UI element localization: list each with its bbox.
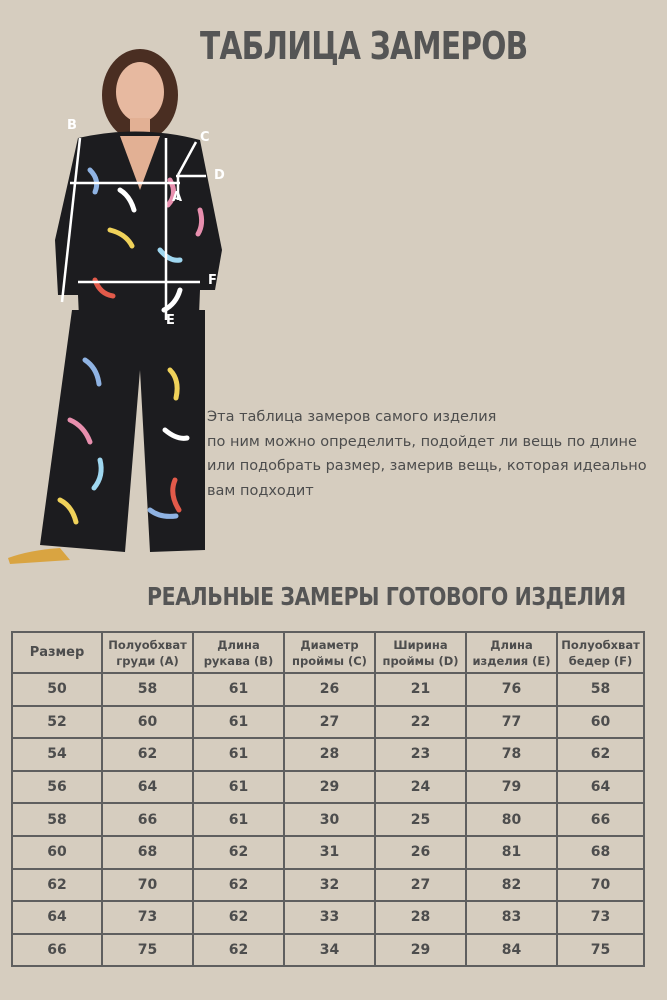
table-cell: 58	[558, 674, 643, 705]
table-cell: 27	[285, 707, 374, 738]
table-cell: 62	[558, 739, 643, 770]
table-row	[13, 870, 643, 901]
table-cell: 62	[13, 870, 101, 901]
table-cell: 82	[467, 870, 556, 901]
measure-label-e: E	[166, 313, 175, 328]
table-cell: 80	[467, 804, 556, 835]
table-cell: 21	[376, 674, 465, 705]
table-cell: 26	[285, 674, 374, 705]
measure-label-b: B	[67, 118, 77, 133]
header-armhole-diameter: Диаметр проймы (C)	[285, 633, 374, 672]
description-line: по ним можно определить, подойдет ли вещь по длине	[207, 433, 637, 450]
table-cell: 32	[285, 870, 374, 901]
model-photo	[0, 40, 240, 570]
description-text	[207, 405, 662, 503]
header-armhole-width: Ширина проймы (D)	[376, 633, 465, 672]
table-cell: 61	[194, 772, 283, 803]
table-row	[13, 935, 643, 966]
table-cell: 77	[467, 707, 556, 738]
table-row	[13, 772, 643, 803]
table-cell: 68	[103, 837, 192, 868]
table-row	[13, 707, 643, 738]
table-cell: 60	[13, 837, 101, 868]
table-cell: 61	[194, 707, 283, 738]
table-cell: 54	[13, 739, 101, 770]
table-cell: 84	[467, 935, 556, 966]
table-cell: 62	[194, 837, 283, 868]
table-cell: 52	[13, 707, 101, 738]
table-cell: 64	[558, 772, 643, 803]
table-cell: 73	[103, 902, 192, 933]
header-size: Размер	[13, 633, 101, 672]
table-cell: 64	[13, 902, 101, 933]
model-illustration	[0, 40, 240, 570]
table-cell: 29	[285, 772, 374, 803]
table-cell: 26	[376, 837, 465, 868]
table-cell: 66	[103, 804, 192, 835]
table-row	[13, 837, 643, 868]
table-cell: 66	[13, 935, 101, 966]
table-header-row	[13, 633, 643, 672]
description-line: Эта таблица замеров самого изделия	[207, 409, 497, 425]
table-row	[13, 739, 643, 770]
table-cell: 62	[194, 935, 283, 966]
table-cell: 70	[103, 870, 192, 901]
table-cell: 79	[467, 772, 556, 803]
header-sleeve: Длина рукава (B)	[194, 633, 283, 672]
header-hips: Полуобхват бедер (F)	[558, 633, 643, 672]
table-row	[13, 902, 643, 933]
measure-label-a: A	[172, 190, 183, 205]
table-cell: 30	[285, 804, 374, 835]
table-cell: 58	[103, 674, 192, 705]
table-row	[13, 804, 643, 835]
table-cell: 60	[103, 707, 192, 738]
table-cell: 64	[103, 772, 192, 803]
table-cell: 28	[376, 902, 465, 933]
measure-label-d: D	[214, 168, 225, 183]
table-cell: 33	[285, 902, 374, 933]
table-cell: 61	[194, 739, 283, 770]
table-cell: 60	[558, 707, 643, 738]
table-cell: 56	[13, 772, 101, 803]
description-line: вам подходит	[207, 482, 314, 499]
header-chest: Полуобхват груди (A)	[103, 633, 192, 672]
table-cell: 75	[558, 935, 643, 966]
table-cell: 29	[376, 935, 465, 966]
table-cell: 23	[376, 739, 465, 770]
table-cell: 66	[558, 804, 643, 835]
table-cell: 25	[376, 804, 465, 835]
table-cell: 73	[558, 902, 643, 933]
size-table	[11, 631, 645, 967]
table-row	[13, 674, 643, 705]
table-cell: 24	[376, 772, 465, 803]
table-cell: 62	[103, 739, 192, 770]
header-length: Длина изделия (E)	[467, 633, 556, 672]
table-cell: 61	[194, 674, 283, 705]
table-cell: 28	[285, 739, 374, 770]
table-title: РЕАЛЬНЫЕ ЗАМЕРЫ ГОТОВОГО ИЗДЕЛИЯ	[147, 582, 626, 611]
table-cell: 62	[194, 870, 283, 901]
table-cell: 22	[376, 707, 465, 738]
table-cell: 78	[467, 739, 556, 770]
table-cell: 31	[285, 837, 374, 868]
table-cell: 50	[13, 674, 101, 705]
table-cell: 68	[558, 837, 643, 868]
table-cell: 61	[194, 804, 283, 835]
page-title: ТАБЛИЦА ЗАМЕРОВ	[200, 24, 528, 68]
table-cell: 70	[558, 870, 643, 901]
table-cell: 62	[194, 902, 283, 933]
description-line: или подобрать размер, замерив вещь, которая идеально	[207, 458, 647, 474]
measure-label-f: F	[208, 273, 217, 288]
table-cell: 83	[467, 902, 556, 933]
table-cell: 81	[467, 837, 556, 868]
table-cell: 34	[285, 935, 374, 966]
table-cell: 76	[467, 674, 556, 705]
table-cell: 27	[376, 870, 465, 901]
table-body	[13, 674, 643, 965]
table-cell: 75	[103, 935, 192, 966]
measure-label-c: C	[200, 130, 210, 145]
table-cell: 58	[13, 804, 101, 835]
